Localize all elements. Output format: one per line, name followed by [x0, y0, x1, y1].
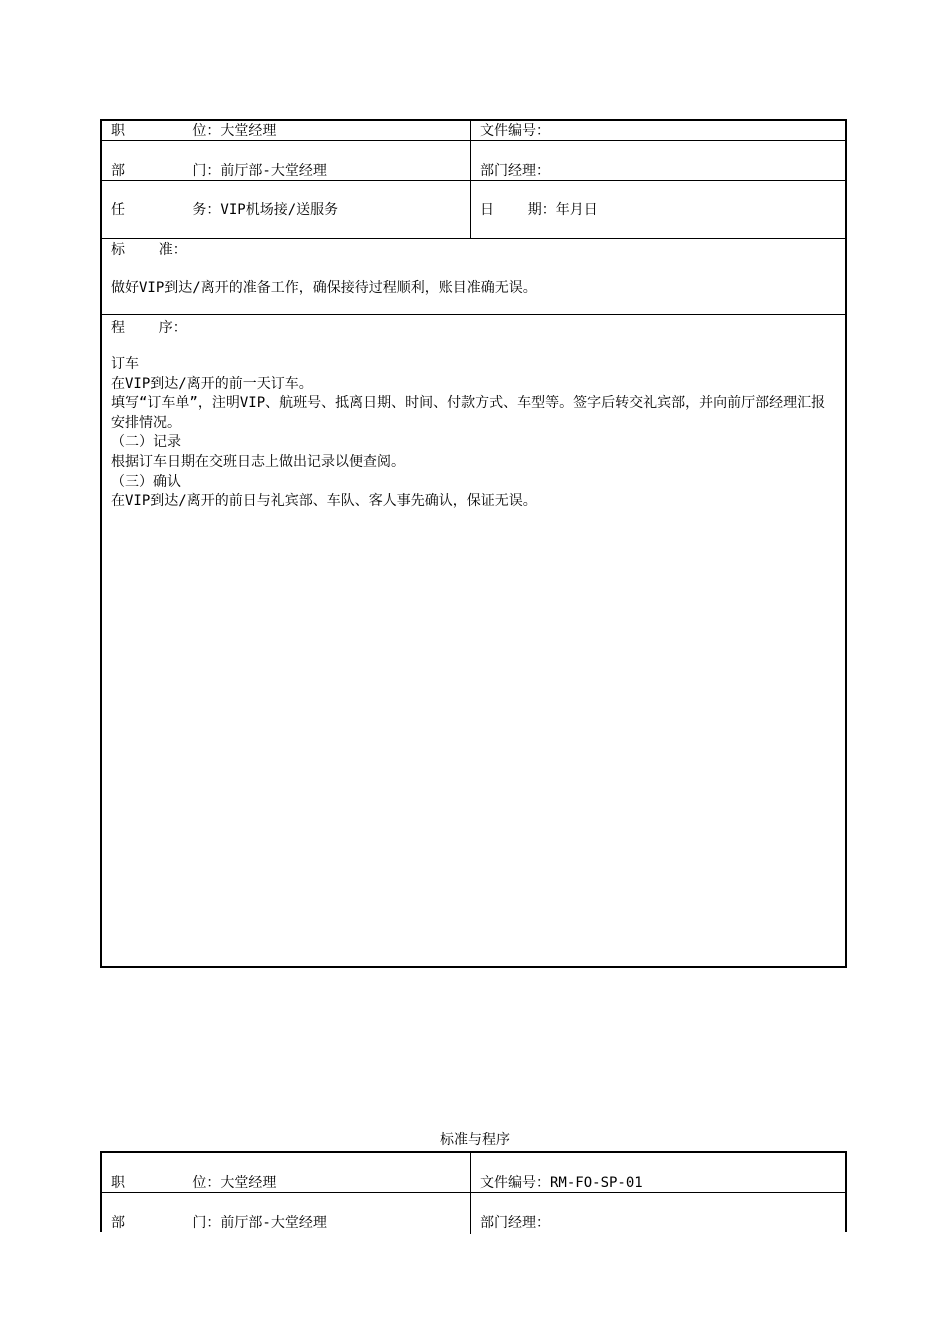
doc-number-field: 文件编号： [480, 123, 550, 139]
header-row-task [102, 181, 845, 239]
column-divider [470, 141, 471, 180]
standard-section [102, 239, 845, 315]
header-row-position [102, 121, 845, 141]
column-divider [470, 1153, 471, 1192]
header-row-department [102, 1193, 845, 1234]
department-field: 部 门：前厅部-大堂经理 [111, 1215, 327, 1231]
procedure-step: 根据订车日期在交班日志上做出记录以便查阅。 [111, 453, 405, 470]
procedure-heading-book-car: 订车 [111, 356, 139, 372]
dept-manager-field: 部门经理： [480, 163, 550, 179]
position-field: 职 位：大堂经理 [111, 123, 277, 139]
position-field: 职 位：大堂经理 [111, 1175, 277, 1191]
procedure-step: 在VIP到达/离开的前一天订车。 [111, 375, 313, 392]
page-2-caption: 标准与程序 [440, 1132, 510, 1148]
procedure-step: 在VIP到达/离开的前日与礼宾部、车队、客人事先确认，保证无误。 [111, 493, 537, 510]
column-divider [470, 181, 471, 238]
standard-label: 标 准： [111, 242, 187, 258]
procedure-heading-record: （二）记录 [111, 434, 181, 451]
header-row-position [102, 1153, 845, 1193]
procedure-heading-confirm: （三）确认 [111, 473, 181, 490]
department-field: 部 门：前厅部-大堂经理 [111, 163, 327, 179]
column-divider [470, 1193, 471, 1234]
date-field: 日 期：年月日 [480, 202, 598, 218]
sop-form-page-1 [100, 119, 847, 968]
header-row-department [102, 141, 845, 181]
sop-form-page-2 [100, 1151, 847, 1232]
standard-text: 做好VIP到达/离开的准备工作，确保接待过程顺利，账目准确无误。 [111, 280, 537, 296]
column-divider [470, 121, 471, 140]
procedure-label: 程 序： [111, 320, 187, 336]
procedure-section [102, 315, 845, 966]
doc-number-field: 文件编号：RM-FO-SP-01 [480, 1175, 643, 1191]
procedure-step: 填写“订车单”，注明VIP、航班号、抵离日期、时间、付款方式、车型等。签字后转交礼宾部，并向前厅部经理汇报安排情况。 [111, 395, 826, 431]
procedure-body [111, 355, 837, 512]
dept-manager-field: 部门经理： [480, 1215, 550, 1231]
task-field: 任 务：VIP机场接/送服务 [111, 202, 339, 218]
